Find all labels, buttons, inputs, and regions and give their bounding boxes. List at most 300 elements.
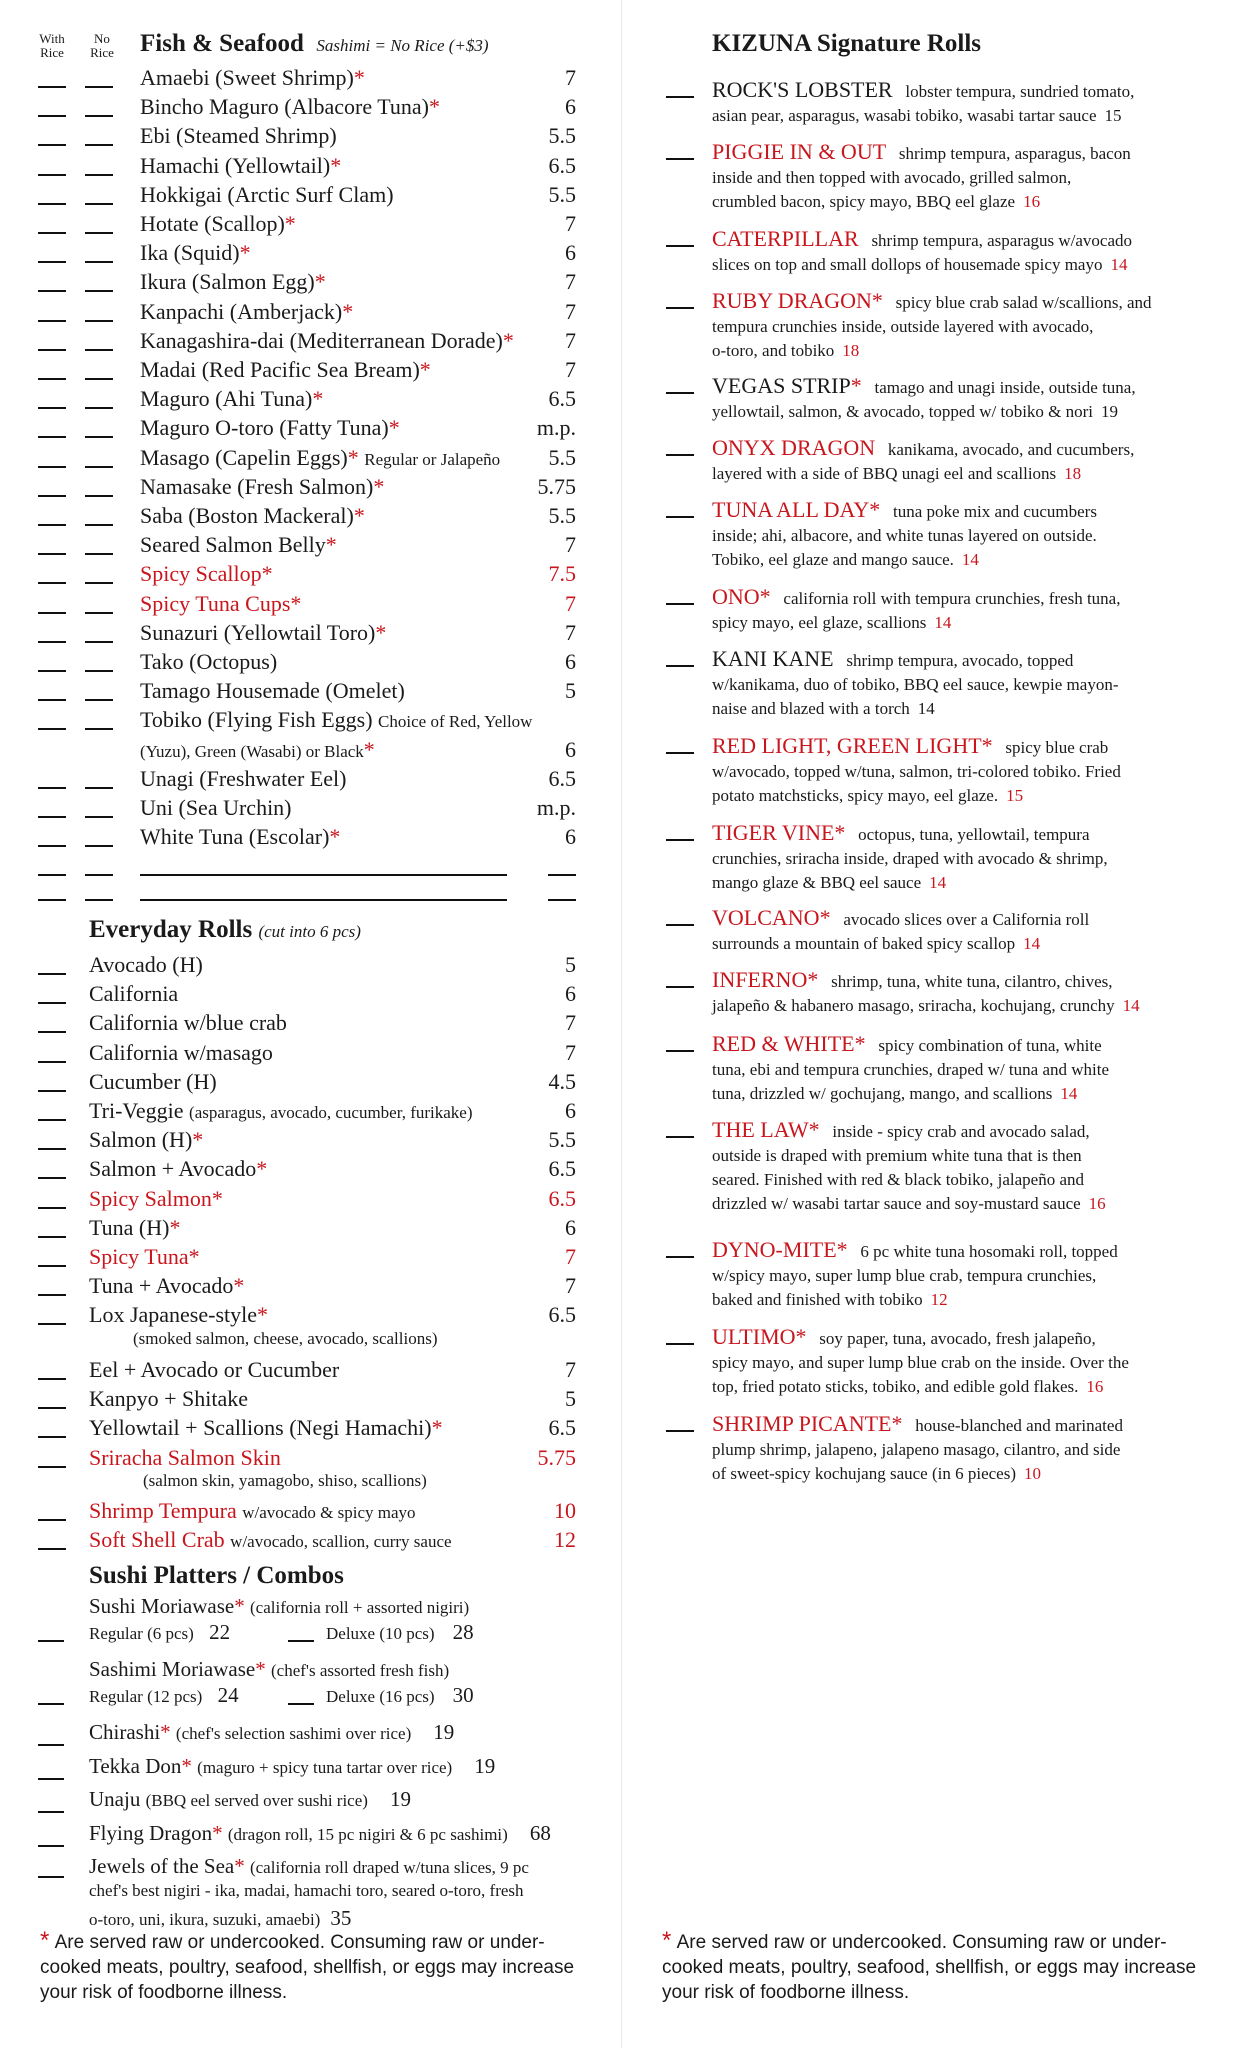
roll-line	[712, 78, 1243, 104]
no-rice-qty-blank[interactable]	[85, 203, 113, 205]
item-name-text: Seared Salmon Belly	[140, 532, 326, 558]
item-price: 5	[565, 678, 576, 704]
with-rice-qty-blank[interactable]	[38, 699, 66, 701]
roll-description: crunchies, sriracha inside, draped with avocado & shrimp,	[712, 849, 1108, 868]
raw-star: *	[342, 298, 354, 324]
qty-blank[interactable]	[38, 1407, 66, 1409]
menu-item-row	[0, 180, 600, 209]
roll-line	[712, 462, 1243, 486]
with-rice-qty-blank[interactable]	[38, 349, 66, 351]
qty-blank[interactable]	[38, 1845, 64, 1847]
with-rice-qty-blank[interactable]	[38, 115, 66, 117]
no-rice-qty-blank[interactable]	[85, 641, 113, 643]
qty-blank[interactable]	[666, 986, 694, 988]
regular-option	[89, 1683, 239, 1708]
item-name	[140, 647, 277, 676]
roll-name-text: Tuna + Avocado	[89, 1273, 234, 1299]
item-price: 5.5	[548, 181, 576, 207]
roll-name	[89, 1096, 473, 1127]
qty-blank[interactable]	[666, 392, 694, 394]
no-rice-qty-blank[interactable]	[85, 670, 113, 672]
no-rice-qty-blank[interactable]	[85, 407, 113, 409]
roll-line	[712, 1118, 1243, 1144]
no-rice-qty-blank[interactable]	[85, 582, 113, 584]
no-rice-qty-blank[interactable]	[85, 612, 113, 614]
qty-blank[interactable]	[38, 1061, 66, 1063]
roll-description: avocado slices over a California roll	[843, 910, 1090, 929]
no-rice-qty-blank[interactable]	[85, 524, 113, 526]
qty-blank[interactable]	[666, 839, 694, 841]
roll-description: jalapeño & habanero masago, sriracha, kochujang, crunchy	[712, 996, 1115, 1015]
with-rice-qty-blank[interactable]	[38, 612, 66, 614]
menu-item-row	[0, 92, 600, 121]
with-rice-qty-blank[interactable]	[38, 86, 66, 88]
with-rice-qty-blank[interactable]	[38, 787, 66, 789]
item-name	[140, 326, 514, 355]
raw-star: *	[819, 905, 831, 930]
item-price: 6	[565, 824, 576, 850]
roll-row	[0, 1154, 600, 1183]
item-price: 7	[565, 269, 576, 295]
item-price: 7	[565, 298, 576, 324]
qty-blank[interactable]	[666, 924, 694, 926]
roll-line	[712, 339, 1243, 363]
qty-blank[interactable]	[38, 973, 66, 975]
no-rice-qty-blank[interactable]	[85, 899, 113, 901]
qty-blank[interactable]	[38, 1378, 66, 1380]
roll-line	[712, 1264, 1243, 1288]
item-name-text: Saba (Boston Mackeral)	[140, 503, 354, 528]
roll-line	[712, 994, 1243, 1018]
disclaimer-right: * Are served raw or undercooked. Consuming raw or under- cooked meats, poultry, seafood, shellfish, or eggs may increase your risk of foodborne illness.	[662, 1927, 1197, 2003]
roll-text	[712, 1412, 1243, 1486]
with-rice-qty-blank[interactable]	[38, 290, 66, 292]
roll-row	[0, 979, 600, 1008]
qty-blank[interactable]	[38, 1236, 66, 1238]
with-rice-qty-blank[interactable]	[38, 845, 66, 847]
no-rice-qty-blank[interactable]	[85, 495, 113, 497]
raw-star: *	[869, 497, 881, 522]
roll-text	[712, 436, 1243, 486]
qty-blank[interactable]	[666, 1050, 694, 1052]
item-price: 7	[565, 619, 576, 645]
roll-text	[712, 585, 1243, 635]
qty-blank[interactable]	[38, 1265, 66, 1267]
item-name-text: Kanpachi (Amberjack)	[140, 298, 343, 324]
roll-description: shrimp tempura, avocado, topped	[846, 651, 1074, 670]
no-rice-qty-blank[interactable]	[85, 436, 113, 438]
roll-row	[0, 1008, 600, 1037]
roll-price: 19	[1101, 402, 1119, 421]
roll-text	[712, 968, 1243, 1018]
item-name	[140, 822, 340, 851]
deluxe-price: 30	[452, 1683, 474, 1707]
qty-blank[interactable]	[666, 96, 694, 98]
roll-price: 18	[842, 341, 860, 360]
roll-line	[712, 760, 1243, 784]
roll-description: yellowtail, salmon, & avocado, topped w/ tobiko & nori	[712, 402, 1094, 421]
roll-row	[0, 1413, 600, 1442]
qty-blank[interactable]	[38, 1811, 64, 1813]
item-price: 7	[565, 327, 576, 353]
item-name-text: Masago (Capelin Eggs)	[140, 444, 348, 470]
roll-description: w/spicy mayo, super lump blue crab, tempura crunchies,	[712, 1266, 1097, 1285]
roll-name	[89, 1413, 443, 1442]
item-name	[140, 238, 251, 267]
roll-text	[712, 227, 1243, 277]
roll-name	[89, 1496, 416, 1527]
roll-price: 14	[1110, 255, 1128, 274]
roll-line	[712, 1288, 1243, 1312]
platter-price: 19	[474, 1753, 496, 1778]
regular-qty-blank[interactable]	[38, 1703, 64, 1705]
raw-star: *	[257, 1302, 268, 1328]
deluxe-qty-blank[interactable]	[288, 1703, 314, 1705]
roll-name: INFERNO	[712, 967, 808, 992]
roll-description: seared. Finished with red & black tobiko, jalapeño and	[712, 1170, 1085, 1189]
qty-blank[interactable]	[38, 1519, 66, 1521]
roll-text	[712, 374, 1243, 424]
write-in-price-line[interactable]	[548, 899, 576, 901]
roll-price: 5.75	[537, 1444, 576, 1470]
raw-star: *	[314, 269, 326, 295]
roll-description: plump shrimp, jalapeno, jalapeno masago, cilantro, and side	[712, 1440, 1121, 1459]
qty-blank[interactable]	[38, 1466, 66, 1468]
qty-blank[interactable]	[666, 752, 694, 754]
no-rice-qty-blank[interactable]	[85, 349, 113, 351]
qty-blank[interactable]	[666, 603, 694, 605]
item-name-text: Hokkigai (Arctic Surf Clam)	[140, 181, 394, 207]
qty-blank[interactable]	[666, 454, 694, 456]
no-rice-qty-blank[interactable]	[85, 553, 113, 555]
qty-blank[interactable]	[666, 1430, 694, 1432]
with-rice-qty-blank[interactable]	[38, 816, 66, 818]
regular-qty-blank[interactable]	[38, 1640, 64, 1642]
roll-description: 6 pc white tuna hosomaki roll, topped	[860, 1242, 1118, 1261]
roll-name: THE LAW	[712, 1117, 809, 1142]
roll-line	[712, 784, 1243, 808]
roll-name-text: Spicy Salmon	[89, 1185, 212, 1211]
qty-blank[interactable]	[666, 1343, 694, 1345]
write-in-name-line[interactable]	[140, 899, 507, 901]
roll-line	[712, 647, 1243, 673]
qty-blank[interactable]	[38, 1548, 66, 1550]
with-rice-qty-blank[interactable]	[38, 582, 66, 584]
with-rice-qty-blank[interactable]	[38, 899, 66, 901]
platter-price: 68	[529, 1820, 551, 1845]
roll-line	[712, 1192, 1243, 1216]
platter-desc: (dragon roll, 15 pc nigiri & 6 pc sashimi)	[227, 1824, 508, 1844]
roll-line	[712, 436, 1243, 462]
roll-description: surrounds a mountain of baked spicy scallop	[712, 934, 1016, 953]
roll-name	[89, 1443, 281, 1472]
roll-name: TUNA ALL DAY	[712, 497, 870, 522]
menu-item-row	[0, 705, 600, 734]
roll-description: inside and then topped with avocado, grilled salmon,	[712, 168, 1072, 187]
qty-blank[interactable]	[38, 1119, 66, 1121]
roll-name	[89, 1184, 223, 1213]
platter-desc: chef's best nigiri - ika, madai, hamachi toro, seared o-toro, fresh	[89, 1881, 524, 1900]
raw-star: *	[160, 1720, 171, 1744]
qty-blank[interactable]	[666, 665, 694, 667]
platter-name-line	[89, 1594, 469, 1619]
item-price: 7	[565, 357, 576, 382]
menu-item-row	[0, 647, 600, 676]
item-extra: Choice of Red, Yellow	[378, 712, 533, 732]
roll-description: spicy combination of tuna, white	[878, 1036, 1102, 1055]
roll-row	[0, 1096, 600, 1125]
roll-name-text: Tri-Veggie	[89, 1098, 184, 1123]
raw-star: *	[211, 1185, 223, 1211]
no-rice-qty-blank[interactable]	[85, 86, 113, 88]
roll-name	[89, 1384, 248, 1413]
roll-price: 14	[934, 613, 952, 632]
qty-blank[interactable]	[38, 1778, 64, 1780]
menu-item-row	[0, 472, 600, 501]
roll-line	[712, 1082, 1243, 1106]
raw-star: *	[234, 1854, 245, 1878]
item-name	[140, 501, 365, 530]
roll-description: w/kanikama, duo of tobiko, BBQ eel sauce, kewpie mayon-	[712, 675, 1119, 694]
roll-name: KANI KANE	[712, 646, 834, 671]
with-rice-qty-blank[interactable]	[38, 232, 66, 234]
with-rice-qty-blank[interactable]	[38, 466, 66, 468]
roll-text	[712, 78, 1243, 128]
qty-blank[interactable]	[666, 307, 694, 309]
qty-blank[interactable]	[666, 516, 694, 518]
roll-name: PIGGIE IN & OUT	[712, 139, 887, 164]
menu-item-row	[0, 121, 600, 150]
platter-desc: o-toro, uni, ikura, suzuki, amaebi)	[89, 1910, 321, 1929]
qty-blank[interactable]	[666, 1256, 694, 1258]
roll-price: 15	[1006, 786, 1024, 805]
item-name-text: Namasake (Fresh Salmon)	[140, 473, 374, 499]
no-rice-qty-blank[interactable]	[85, 728, 113, 730]
menu-item-row	[0, 238, 600, 267]
no-rice-qty-blank[interactable]	[85, 115, 113, 117]
item-price: 6	[565, 240, 576, 266]
item-price: 7	[565, 211, 576, 236]
raw-star: *	[871, 288, 883, 313]
roll-line	[712, 585, 1243, 611]
raw-star: *	[330, 152, 342, 178]
platter-price: 19	[389, 1787, 411, 1811]
with-rice-qty-blank[interactable]	[38, 728, 66, 730]
no-rice-qty-blank[interactable]	[85, 787, 113, 789]
with-rice-qty-blank[interactable]	[38, 144, 66, 146]
no-rice-qty-blank[interactable]	[85, 320, 113, 322]
roll-line	[712, 374, 1243, 400]
item-name	[140, 530, 337, 559]
qty-blank[interactable]	[38, 1323, 66, 1325]
roll-row	[0, 1038, 600, 1067]
qty-blank[interactable]	[38, 1148, 66, 1150]
no-rice-qty-blank[interactable]	[85, 174, 113, 176]
roll-name	[89, 1355, 339, 1384]
platter-desc: (california roll draped w/tuna slices, 9 pc	[249, 1858, 529, 1877]
no-rice-qty-blank[interactable]	[85, 261, 113, 263]
item-name	[140, 676, 405, 705]
roll-name: ONO	[712, 584, 760, 609]
roll-description: o-toro, and tobiko	[712, 341, 835, 360]
item-name	[140, 297, 353, 326]
with-rice-qty-blank[interactable]	[38, 670, 66, 672]
no-rice-qty-blank[interactable]	[85, 232, 113, 234]
item-name-text: Hamachi (Yellowtail)	[140, 152, 331, 178]
roll-price: 7	[565, 1039, 576, 1065]
roll-description: house-blanched and marinated	[915, 1416, 1123, 1435]
roll-row	[0, 1067, 600, 1096]
platter-price: 35	[330, 1906, 352, 1930]
qty-blank[interactable]	[38, 1031, 66, 1033]
regular-price: 22	[209, 1620, 231, 1644]
item-name	[140, 413, 400, 442]
roll-description: top, fried potato sticks, tobiko, and edible gold flakes.	[712, 1377, 1079, 1396]
raw-star: *	[981, 733, 993, 758]
roll-text	[712, 906, 1243, 956]
regular-label: Regular (12 pcs)	[89, 1687, 203, 1706]
qty-blank[interactable]	[38, 1744, 64, 1746]
menu-item-row	[0, 822, 600, 851]
raw-star: *	[261, 561, 273, 587]
deluxe-label: Deluxe (10 pcs)	[326, 1624, 435, 1643]
raw-star: *	[375, 619, 387, 645]
roll-name-text: Eel + Avocado or Cucumber	[89, 1357, 340, 1382]
with-rice-qty-blank[interactable]	[38, 407, 66, 409]
with-rice-qty-blank[interactable]	[38, 495, 66, 497]
roll-row	[0, 1184, 600, 1213]
platter-name: Jewels of the Sea	[89, 1854, 235, 1878]
roll-text	[712, 647, 1243, 721]
roll-line	[712, 1462, 1243, 1486]
raw-star: *	[284, 211, 296, 236]
item-name-text: Spicy Tuna Cups	[140, 590, 291, 616]
roll-name: RUBY DRAGON	[712, 288, 872, 313]
with-rice-qty-blank[interactable]	[38, 261, 66, 263]
platter-name	[89, 1720, 454, 1745]
lox-description: (smoked salmon, cheese, avocado, scallions)	[133, 1328, 438, 1348]
raw-star: *	[329, 824, 341, 850]
roll-line	[712, 932, 1243, 956]
roll-name	[89, 1125, 203, 1154]
roll-price: 7	[565, 1357, 576, 1382]
qty-blank[interactable]	[38, 1090, 66, 1092]
no-rice-qty-blank[interactable]	[85, 466, 113, 468]
roll-text	[712, 289, 1243, 363]
deluxe-qty-blank[interactable]	[288, 1640, 314, 1642]
with-rice-qty-blank[interactable]	[38, 320, 66, 322]
roll-line	[712, 1032, 1243, 1058]
no-rice-qty-blank[interactable]	[85, 699, 113, 701]
roll-text	[712, 1032, 1243, 1106]
with-rice-qty-blank[interactable]	[38, 203, 66, 205]
roll-line	[712, 968, 1243, 994]
menu-item-row	[0, 384, 600, 413]
roll-price: 14	[1060, 1084, 1078, 1103]
qty-blank[interactable]	[38, 1207, 66, 1209]
roll-text	[712, 734, 1243, 808]
roll-line	[712, 847, 1243, 871]
raw-star: *	[234, 1594, 245, 1618]
roll-extra: w/avocado & spicy mayo	[242, 1503, 416, 1522]
item-price: 7	[565, 590, 576, 616]
roll-line	[712, 1144, 1243, 1168]
qty-blank[interactable]	[38, 1876, 64, 1878]
no-rice-qty-blank[interactable]	[85, 290, 113, 292]
roll-name	[89, 1038, 273, 1067]
qty-blank[interactable]	[38, 1294, 66, 1296]
roll-name-text: Shrimp Tempura	[89, 1498, 237, 1523]
roll-price: 6.5	[548, 1185, 576, 1211]
roll-text	[712, 821, 1243, 895]
no-rice-qty-blank[interactable]	[85, 144, 113, 146]
qty-blank[interactable]	[38, 1002, 66, 1004]
raw-star: *	[256, 1156, 268, 1182]
roll-name	[89, 1525, 452, 1556]
item-name	[140, 589, 301, 618]
with-rice-qty-blank[interactable]	[38, 641, 66, 643]
item-name	[140, 764, 346, 793]
roll-price: 6.5	[548, 1415, 576, 1441]
roll-description: shrimp, tuna, white tuna, cilantro, chives,	[831, 972, 1113, 991]
roll-line	[712, 140, 1243, 166]
with-rice-qty-blank[interactable]	[38, 524, 66, 526]
item-name	[140, 559, 273, 588]
qty-blank[interactable]	[666, 245, 694, 247]
roll-name-text: Sriracha Salmon Skin	[89, 1444, 281, 1470]
item-name-text: Spicy Scallop	[140, 561, 262, 587]
with-rice-qty-blank[interactable]	[38, 553, 66, 555]
with-rice-qty-blank[interactable]	[38, 436, 66, 438]
roll-price: 7	[565, 1244, 576, 1269]
menu-item-row	[0, 151, 600, 180]
qty-blank[interactable]	[666, 1136, 694, 1138]
with-rice-qty-blank[interactable]	[38, 378, 66, 380]
platter-name-line	[89, 1657, 449, 1682]
roll-line	[712, 697, 1243, 721]
qty-blank[interactable]	[38, 1436, 66, 1438]
item-price: m.p.	[536, 415, 576, 441]
no-rice-qty-blank[interactable]	[85, 378, 113, 380]
item-name-text: Maguro (Ahi Tuna)	[140, 386, 313, 412]
no-rice-qty-blank[interactable]	[85, 816, 113, 818]
qty-blank[interactable]	[666, 158, 694, 160]
deluxe-option	[326, 1620, 474, 1645]
item-price: m.p.	[536, 795, 576, 820]
roll-description: octopus, tuna, yellowtail, tempura	[858, 825, 1090, 844]
everyday-section-title	[89, 916, 361, 944]
roll-description: w/avocado, topped w/tuna, salmon, tri-colored tobiko. Fried	[712, 762, 1121, 781]
roll-description: kanikama, avocado, and cucumbers,	[887, 440, 1135, 459]
raw-star: *	[795, 1324, 807, 1349]
roll-line	[712, 673, 1243, 697]
platter-row	[38, 1821, 598, 1851]
roll-row	[0, 1496, 600, 1525]
roll-name	[89, 979, 178, 1008]
roll-line	[712, 400, 1243, 424]
roll-name-text: Yellowtail + Scallions (Negi Hamachi)	[89, 1415, 432, 1441]
signature-section-title: KIZUNA Signature Rolls	[712, 30, 982, 57]
platter-price: 19	[433, 1720, 455, 1744]
menu-item-row	[0, 530, 600, 559]
item-price: 7	[565, 532, 576, 558]
item-name-text: Hotate (Scallop)	[140, 211, 285, 236]
qty-blank[interactable]	[38, 1177, 66, 1179]
no-rice-qty-blank[interactable]	[85, 845, 113, 847]
item-price: 6	[565, 736, 576, 762]
with-rice-qty-blank[interactable]	[38, 174, 66, 176]
item-name-text: Tako (Octopus)	[140, 649, 278, 674]
